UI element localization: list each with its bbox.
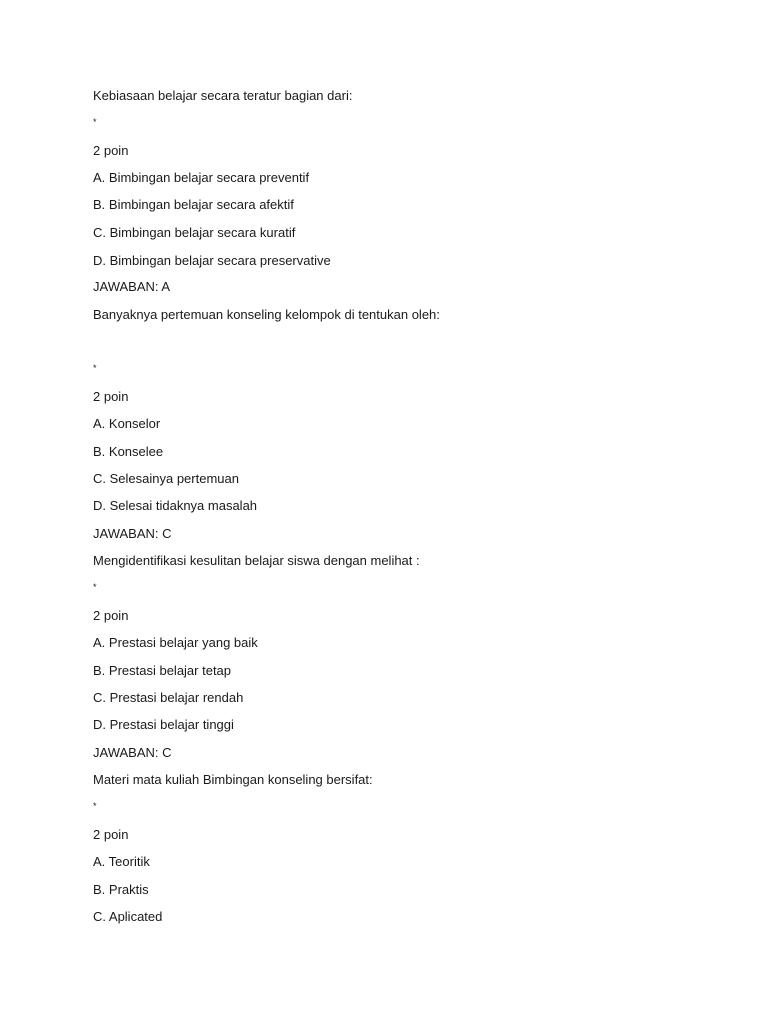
question-3-option-d: D. Prestasi belajar tinggi bbox=[93, 717, 234, 732]
question-2-points: 2 poin bbox=[93, 389, 129, 404]
question-3-option-a: A. Prestasi belajar yang baik bbox=[93, 635, 258, 650]
question-1-option-a: A. Bimbingan belajar secara preventif bbox=[93, 170, 310, 185]
question-1-text: Kebiasaan belajar secara teratur bagian dari: bbox=[93, 88, 353, 103]
question-4-option-a: A. Teoritik bbox=[93, 854, 150, 869]
question-2-required-mark: * bbox=[93, 363, 97, 373]
question-3-text: Mengidentifikasi kesulitan belajar siswa dengan melihat : bbox=[93, 553, 420, 568]
question-2-option-c: C. Selesainya pertemuan bbox=[93, 471, 239, 486]
question-3-option-c: C. Prestasi belajar rendah bbox=[93, 690, 244, 705]
question-2-option-d: D. Selesai tidaknya masalah bbox=[93, 498, 258, 513]
question-2-option-b: B. Konselee bbox=[93, 444, 164, 459]
question-3-points: 2 poin bbox=[93, 608, 129, 623]
question-1-answer: JAWABAN: A bbox=[93, 279, 171, 294]
question-1-option-b: B. Bimbingan belajar secara afektif bbox=[93, 197, 294, 212]
question-4-text: Materi mata kuliah Bimbingan konseling bersifat: bbox=[93, 772, 373, 787]
question-1-option-c: C. Bimbingan belajar secara kuratif bbox=[93, 225, 296, 240]
question-1-option-d: D. Bimbingan belajar secara preservative bbox=[93, 253, 331, 268]
question-4-points: 2 poin bbox=[93, 827, 129, 842]
question-2-answer: JAWABAN: C bbox=[93, 526, 172, 541]
question-3-answer: JAWABAN: C bbox=[93, 745, 172, 760]
question-4-option-c: C. Aplicated bbox=[93, 909, 163, 924]
question-4-option-b: B. Praktis bbox=[93, 882, 149, 897]
question-2-option-a: A. Konselor bbox=[93, 416, 161, 431]
question-4-required-mark: * bbox=[93, 801, 97, 811]
question-3-required-mark: * bbox=[93, 582, 97, 592]
question-3-option-b: B. Prestasi belajar tetap bbox=[93, 663, 232, 678]
question-2-text: Banyaknya pertemuan konseling kelompok di tentukan oleh: bbox=[93, 307, 440, 322]
question-1-required-mark: * bbox=[93, 117, 97, 127]
question-1-points: 2 poin bbox=[93, 143, 129, 158]
